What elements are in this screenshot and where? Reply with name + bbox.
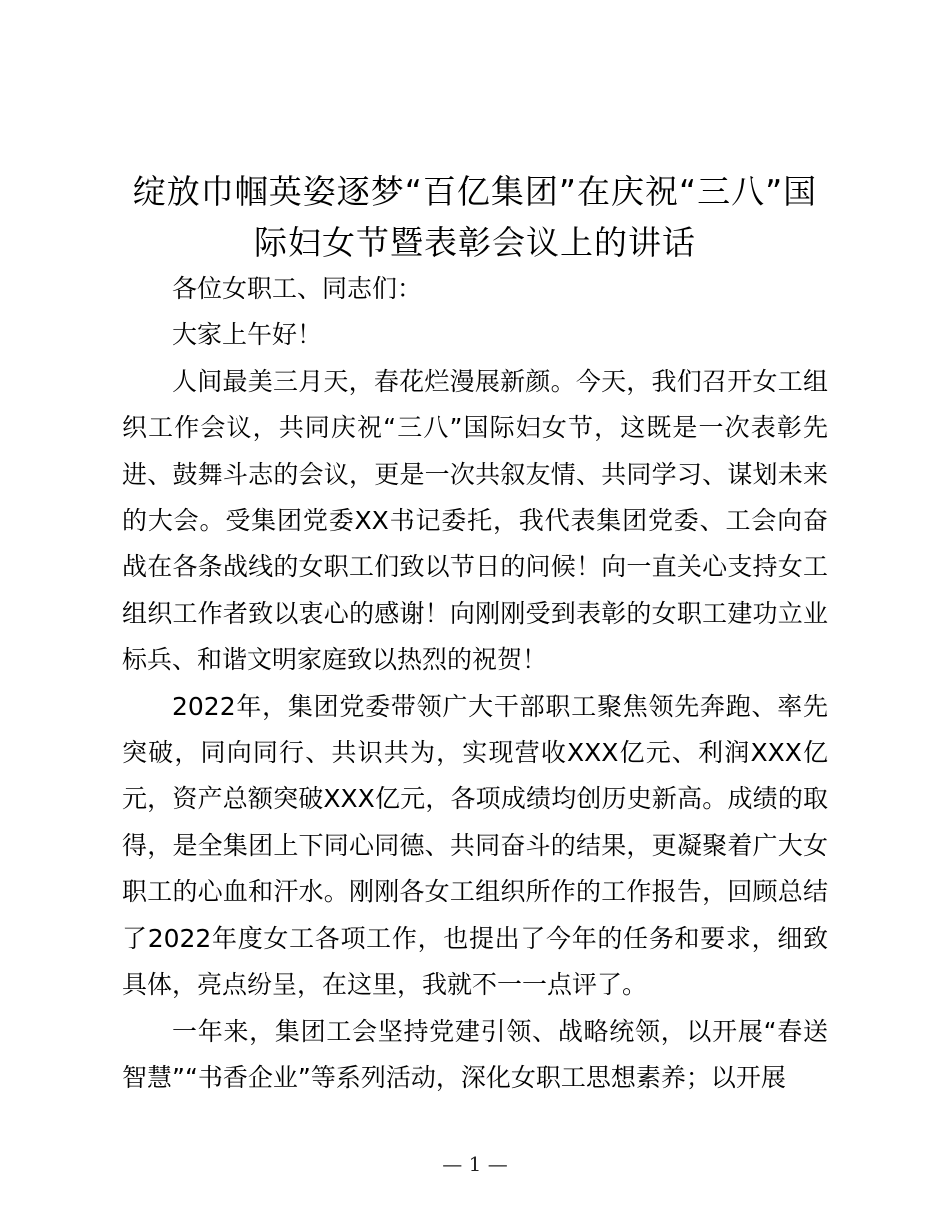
body-paragraph: 人间最美三月天，春花烂漫展新颜。今天，我们召开女工组织工作会议，共同庆祝“三八”国际妇女节，这既是一次表彰先进、鼓舞斗志的会议，更是一次共叙友情、共同学习、谋划未来的大会。受集团党委XX书记委托，我代表集团党委、工会向奋战在各条战线的女职工们致以节日的问候！向一直关心支持女工组织工作者致以衷心的感谢！向刚刚受到表彰的女职工建功立业标兵、和谐文明家庭致以热烈的祝贺！ (122, 366, 828, 675)
salutation: 各位女职工、同志们： (172, 274, 423, 303)
document-body (122, 266, 828, 1101)
greeting: 大家上午好！ (172, 320, 323, 350)
body-paragraph: 2022年，集团党委带领广大干部职工聚焦领先奔跑、率先突破，同向同行、共识共为，实现营收XXX亿元、利润XXX亿元，资产总额突破XXX亿元，各项成绩均创历史新高。成绩的取得，是全集团上下同心同德、共同奋斗的结果，更凝聚着广大女职工的心血和汗水。刚刚各女工组织所作的工作报告，回顾总结了2022年度女工各项工作，也提出了今年的任务和要求，细致具体，亮点纷呈，在这里，我就不一一点评了。 (122, 691, 828, 1000)
body-paragraph: 一年来，集团工会坚持党建引领、战略统领，以开展“春送智慧”“书香企业”等系列活动，深化女职工思想素养；以开展 (122, 1016, 828, 1092)
page-number: — 1 — (442, 1152, 508, 1176)
document-title: 绽放巾帼英姿逐梦“百亿集团”在庆祝“三八”国际妇女节暨表彰会议上的讲话 (132, 172, 818, 262)
